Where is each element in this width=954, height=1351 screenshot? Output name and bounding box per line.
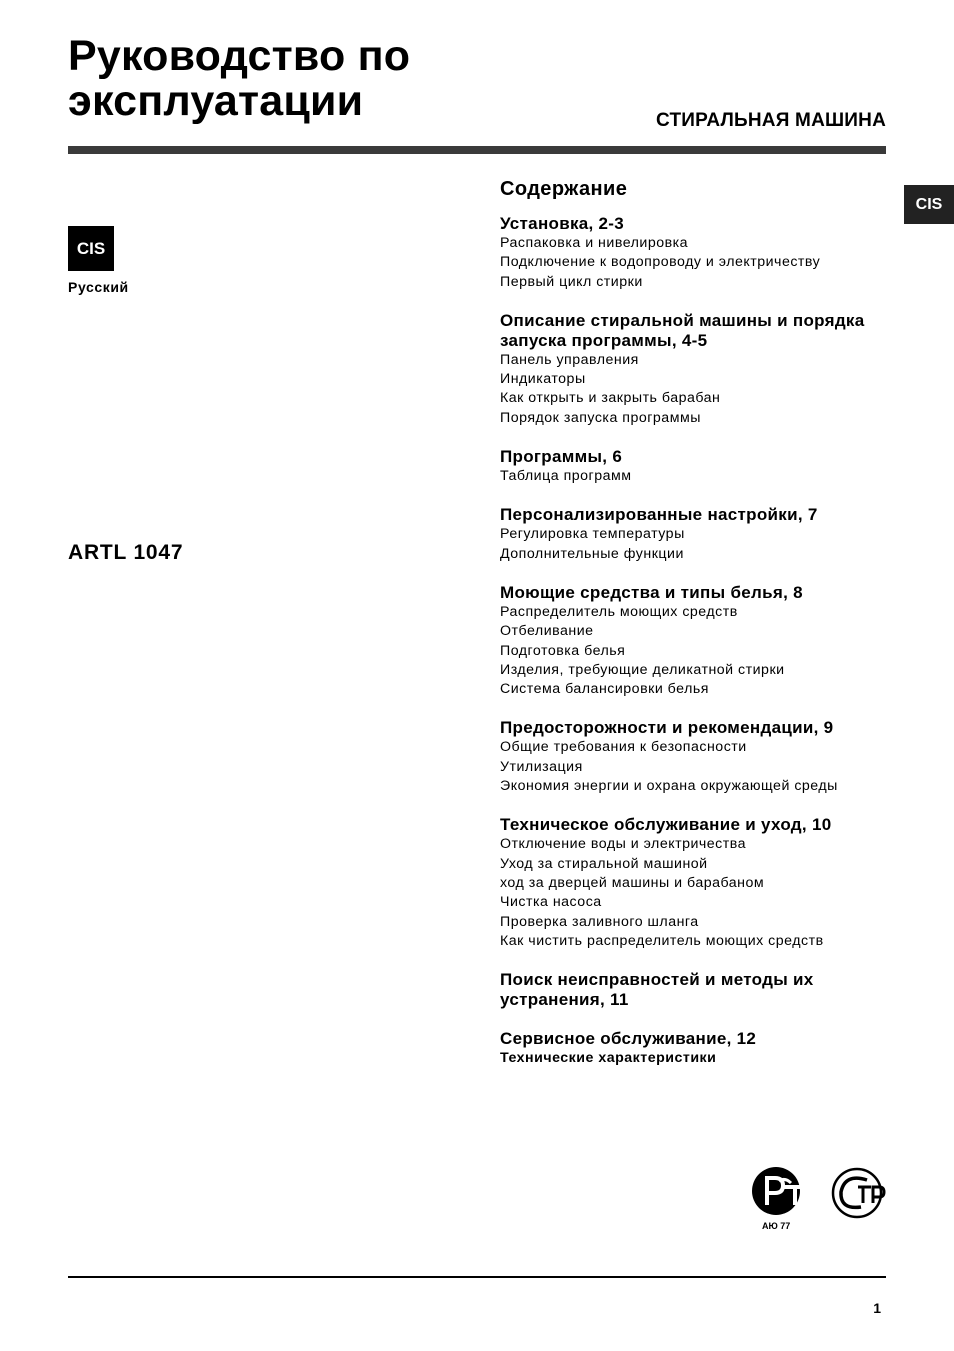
toc-item: Регулировка температуры [500,526,685,543]
toc-item: Индикаторы [500,371,586,388]
toc-item: Дополнительные функции [500,545,684,562]
toc-item: Чистка насоса [500,894,602,911]
toc-section-title: Поиск неисправностей и методы их устранения, 11 [500,970,814,1010]
rst-certification-icon [752,1167,805,1215]
title-line-2: эксплуатации [68,77,364,125]
toc-item: Отключение воды и электричества [500,836,747,853]
toc-item: Проверка заливного шланга [500,913,699,930]
eac-gost-mark-icon [833,1169,884,1217]
toc-section [500,214,892,292]
toc-item: Система балансировки белья [500,681,709,698]
product-type: СТИРАЛЬНАЯ МАШИНА [656,110,886,131]
toc-section-title: Программы, 6 [500,447,623,467]
toc-item: ход за дверцей машины и барабаном [500,874,765,891]
toc-item: Утилизация [500,758,583,775]
certification-marks [745,1165,890,1235]
toc-item: Уход за стиральной машиной [500,855,708,872]
toc-section-title: Персонализированные настройки, 7 [500,505,818,525]
toc-section-title: Сервисное обслуживание, 12 [500,1029,757,1049]
toc-section [500,505,892,564]
toc-sections [500,214,892,1068]
toc-section [500,718,892,796]
rst-code: АЮ 77 [762,1221,791,1231]
toc-section [500,311,892,428]
toc-section-title: Техническое обслуживание и уход, 10 [500,815,832,835]
toc-item: Таблица программ [500,468,632,485]
page-number: 1 [873,1300,881,1316]
toc-section [500,583,892,699]
header-divider [68,146,886,154]
title-line-1: Руководство по [68,32,411,80]
toc-item: Общие требования к безопасности [500,739,747,756]
toc-item: Экономия энергии и охрана окружающей среды [500,778,838,795]
model-number: ARTL 1047 [68,541,184,564]
document-title [68,34,410,124]
toc-item: Технические характеристики [500,1050,717,1067]
toc-item: Подключение к водопроводу и электричеству [500,254,821,271]
footer-divider [68,1276,886,1278]
toc-section-title: Описание стиральной машины и порядка запуска программы, 4-5 [500,310,865,350]
language-name: Русский [68,279,129,295]
toc-item: Как открыть и закрыть барабан [500,390,721,407]
toc-item: Изделия, требующие деликатной стирки [500,661,785,678]
toc-section [500,815,892,951]
toc-item: Распределитель моющих средств [500,603,738,620]
toc-section [500,970,892,1010]
language-side-tab: CIS [904,185,954,224]
toc-item: Первый цикл стирки [500,273,643,290]
toc-item: Панель управления [500,351,639,368]
table-of-contents [500,176,892,1087]
toc-section [500,1029,892,1068]
toc-item: Распаковка и нивелировка [500,235,689,251]
toc-item: Порядок запуска программы [500,409,701,426]
toc-heading: Содержание [500,178,628,200]
toc-section-title: Установка, 2-3 [500,214,625,233]
toc-item: Подготовка белья [500,642,626,659]
toc-item: Отбеливание [500,623,594,640]
toc-item: Как чистить распределитель моющих средств [500,932,824,949]
toc-section-title: Моющие средства и типы белья, 8 [500,582,803,602]
toc-section [500,447,892,486]
language-code-badge: CIS [68,226,114,271]
toc-section-title: Предосторожности и рекомендации, 9 [500,718,834,738]
